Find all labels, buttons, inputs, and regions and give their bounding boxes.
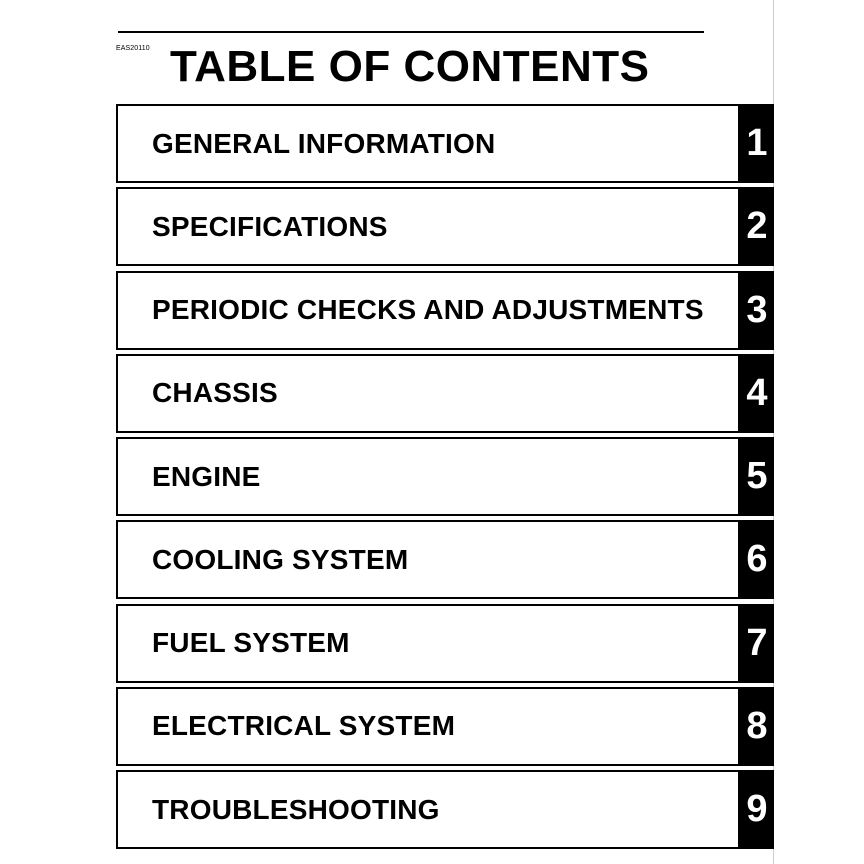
toc-entry-label: ELECTRICAL SYSTEM: [152, 710, 456, 742]
toc-entry-box: [116, 104, 740, 183]
toc-entry-chassis[interactable]: [116, 354, 774, 433]
page-title: TABLE OF CONTENTS: [170, 42, 650, 91]
toc-entry-fuel-system[interactable]: [116, 604, 774, 683]
toc-entry-electrical-system[interactable]: [116, 687, 774, 766]
toc-entry-general-information[interactable]: [116, 104, 774, 183]
toc-entry-label: CHASSIS: [152, 377, 278, 409]
document-code: EAS20110: [116, 45, 150, 52]
toc-list: [116, 104, 774, 853]
toc-entry-label: GENERAL INFORMATION: [152, 127, 496, 159]
chapter-tab: 4: [740, 354, 774, 433]
toc-entry-label: ENGINE: [152, 460, 261, 492]
toc-entry-label: COOLING SYSTEM: [152, 543, 409, 575]
chapter-tab: 6: [740, 520, 774, 599]
toc-entry-label: FUEL SYSTEM: [152, 627, 350, 658]
toc-entry-box: [116, 604, 740, 683]
toc-entry-box: [116, 354, 740, 433]
chapter-tab: 3: [740, 271, 774, 350]
toc-entry-box: [116, 271, 740, 350]
chapter-tab: 1: [740, 104, 774, 183]
toc-entry-engine[interactable]: [116, 437, 774, 516]
toc-entry-label: PERIODIC CHECKS AND ADJUSTMENTS: [152, 294, 704, 325]
toc-entry-troubleshooting[interactable]: [116, 770, 774, 849]
top-rule: [118, 31, 704, 33]
toc-entry-box: [116, 687, 740, 766]
toc-entry-box: [116, 187, 740, 266]
chapter-tab: 5: [740, 437, 774, 516]
toc-entry-specifications[interactable]: [116, 187, 774, 266]
chapter-tab: 8: [740, 687, 774, 766]
chapter-tab: 9: [740, 770, 774, 849]
toc-entry-box: [116, 520, 740, 599]
toc-entry-label: SPECIFICATIONS: [152, 210, 388, 242]
toc-entry-box: [116, 770, 740, 849]
toc-entry-label: TROUBLESHOOTING: [152, 793, 440, 825]
toc-entry-box: [116, 437, 740, 516]
toc-entry-cooling-system[interactable]: [116, 520, 774, 599]
chapter-tab: 7: [740, 604, 774, 683]
toc-entry-periodic-checks[interactable]: [116, 271, 774, 350]
chapter-tab: 2: [740, 187, 774, 266]
